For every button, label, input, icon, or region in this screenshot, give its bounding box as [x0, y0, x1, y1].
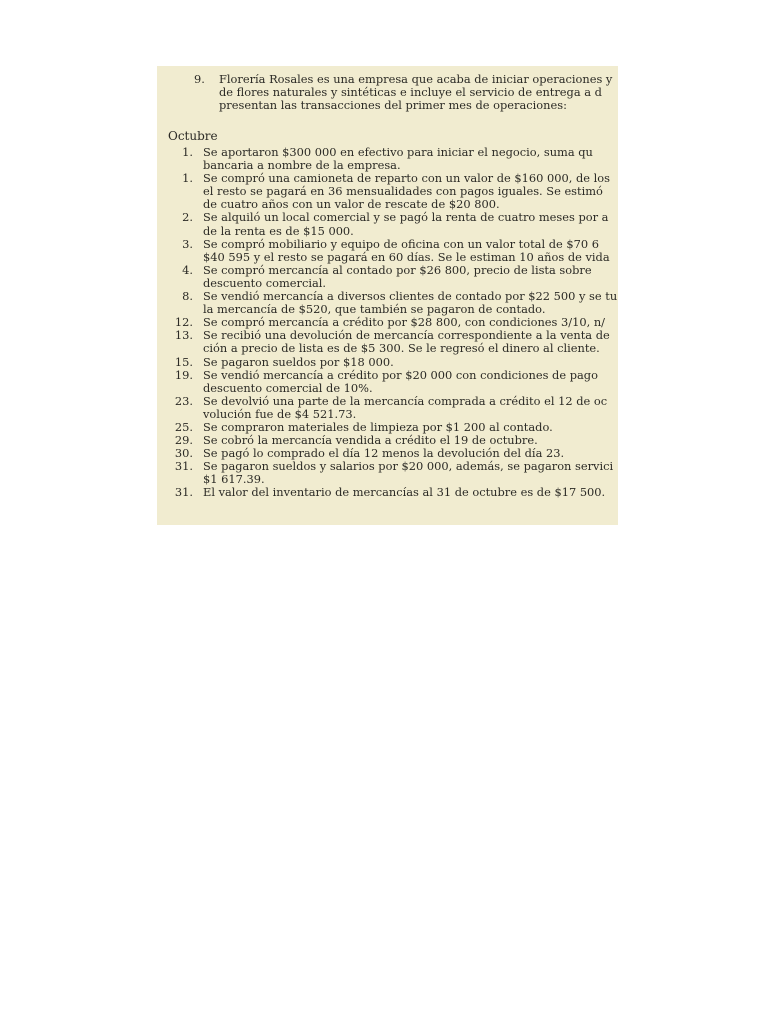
- transaction-item: [157, 395, 618, 421]
- transaction-line: Se devolvió una parte de la mercancía comprada a crédito el 12 de oc: [203, 393, 608, 408]
- transaction-text: [203, 264, 618, 290]
- month-heading: Octubre: [168, 129, 218, 143]
- transaction-day: 1.: [182, 171, 193, 186]
- transaction-item: [157, 290, 618, 316]
- transaction-line: Se compró mobiliario y equipo de oficina con un valor total de $70 6: [203, 236, 599, 251]
- transaction-text: [203, 369, 618, 395]
- transaction-day: 4.: [182, 262, 193, 277]
- transaction-line: Se pagó lo comprado el día 12 menos la devolución del día 23.: [203, 446, 565, 461]
- transaction-day: 19.: [174, 367, 193, 382]
- transaction-text: [203, 146, 618, 172]
- transaction-text: [203, 395, 618, 421]
- transaction-line: Se pagaron sueldos por $18 000.: [203, 354, 394, 369]
- transaction-day: 31.: [174, 459, 193, 474]
- problem-line: presentan las transacciones del primer mes de operaciones:: [219, 98, 567, 113]
- transaction-line: El valor del inventario de mercancías al 31 de octubre es de $17 500.: [203, 485, 606, 500]
- transaction-item: [157, 356, 618, 369]
- transaction-day: 13.: [174, 328, 193, 343]
- transaction-day: 25.: [174, 419, 193, 434]
- transaction-line: la mercancía de $520, que también se pagaron de contado.: [203, 302, 546, 317]
- transaction-day: 8.: [182, 289, 193, 304]
- scanned-page: [157, 66, 618, 525]
- problem-line: Florería Rosales es una empresa que acaba de iniciar operaciones y: [219, 72, 613, 86]
- transaction-day: 15.: [174, 354, 193, 369]
- transaction-line: $40 595 y el resto se pagará en 60 días. Se le estiman 10 años de vida: [203, 249, 610, 264]
- transaction-day: 2.: [182, 210, 193, 225]
- transaction-item: [157, 460, 618, 486]
- transaction-day: 3.: [182, 236, 193, 251]
- transaction-line: bancaria a nombre de la empresa.: [203, 158, 401, 173]
- transaction-text: [203, 460, 618, 486]
- transaction-item: [157, 238, 618, 264]
- transaction-line: descuento comercial de 10%.: [203, 380, 373, 395]
- transaction-item: [157, 264, 618, 290]
- transaction-line: ción a precio de lista es de $5 300. Se le regresó el dinero al cliente.: [203, 341, 600, 356]
- transaction-line: Se compró mercancía al contado por $26 800, precio de lista sobre: [203, 262, 592, 277]
- transaction-line: Se compró mercancía a crédito por $28 800, con condiciones 3/10, n/: [203, 315, 605, 330]
- transaction-line: volución fue de $4 521.73.: [203, 406, 357, 421]
- transaction-day: 12.: [174, 315, 193, 330]
- transaction-day: 23.: [174, 393, 193, 408]
- transaction-line: Se cobró la mercancía vendida a crédito el 19 de octubre.: [203, 433, 538, 448]
- transaction-list: [157, 146, 618, 500]
- transaction-line: el resto se pagará en 36 mensualidades con pagos iguales. Se estimó: [203, 184, 603, 199]
- transaction-line: Se vendió mercancía a diversos clientes de contado por $22 500 y se tu: [203, 289, 618, 304]
- transaction-line: Se aportaron $300 000 en efectivo para iniciar el negocio, suma qu: [203, 145, 593, 159]
- transaction-item: [157, 146, 618, 172]
- transaction-line: de cuatro años con un valor de rescate de $20 800.: [203, 197, 500, 212]
- transaction-text: [203, 290, 618, 316]
- transaction-line: de la renta es de $15 000.: [203, 223, 354, 238]
- transaction-line: Se alquiló un local comercial y se pagó la renta de cuatro meses por a: [203, 210, 609, 225]
- transaction-item: [157, 369, 618, 395]
- transaction-text: [203, 172, 618, 211]
- transaction-text: [203, 486, 618, 499]
- transaction-line: Se pagaron sueldos y salarios por $20 000, además, se pagaron servici: [203, 459, 614, 474]
- transaction-text: [203, 329, 618, 355]
- transaction-text: [203, 238, 618, 264]
- transaction-line: Se compró una camioneta de reparto con un valor de $160 000, de los: [203, 171, 610, 186]
- transaction-item: [157, 486, 618, 499]
- transaction-day: 31.: [174, 485, 193, 500]
- transaction-line: Se compraron materiales de limpieza por $1 200 al contado.: [203, 419, 553, 434]
- problem-number: 9.: [194, 72, 205, 86]
- transaction-item: [157, 172, 618, 211]
- transaction-item: [157, 329, 618, 355]
- transaction-day: 30.: [174, 446, 193, 461]
- transaction-line: Se vendió mercancía a crédito por $20 000 con condiciones de pago: [203, 367, 598, 382]
- transaction-item: [157, 211, 618, 237]
- transaction-line: $1 617.39.: [203, 472, 265, 487]
- transaction-line: descuento comercial.: [203, 275, 327, 290]
- transaction-day: 1.: [182, 145, 193, 159]
- transaction-text: [203, 356, 618, 369]
- transaction-text: [203, 211, 618, 237]
- problem-line: de flores naturales y sintéticas e incluye el servicio de entrega a d: [219, 85, 602, 100]
- transaction-day: 29.: [174, 433, 193, 448]
- problem-text: [219, 73, 612, 112]
- transaction-line: Se recibió una devolución de mercancía correspondiente a la venta de: [203, 328, 610, 343]
